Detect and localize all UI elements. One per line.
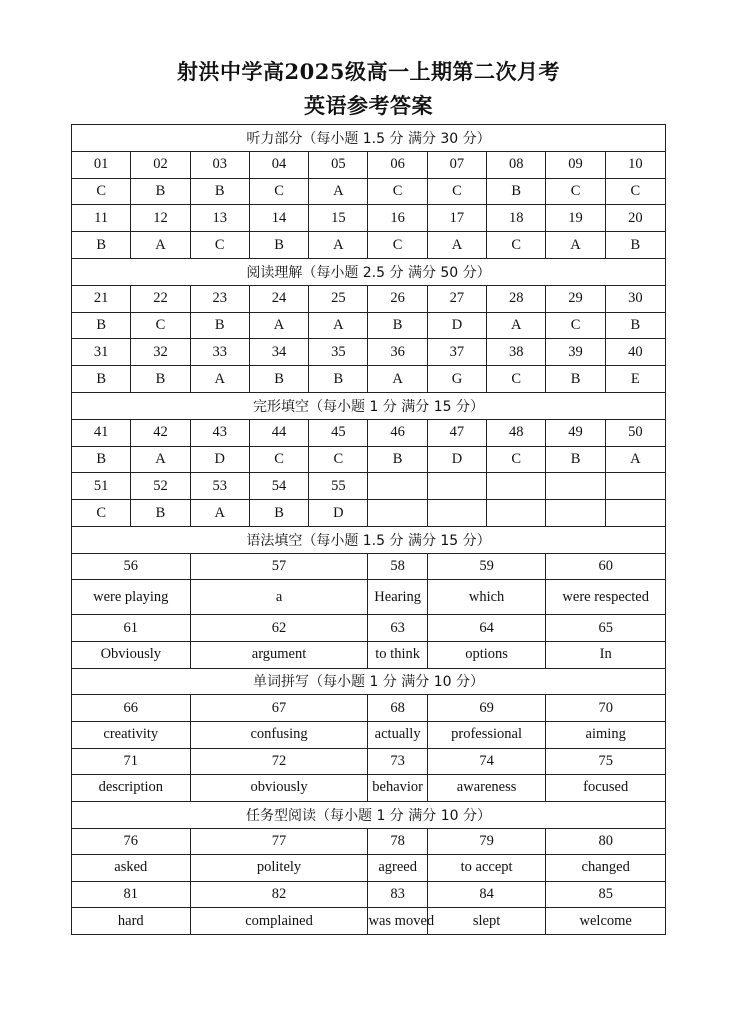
answer-row <box>72 446 666 473</box>
question-number-cell: 25 <box>309 285 368 312</box>
question-number-cell: 34 <box>249 339 308 366</box>
answer-row <box>72 641 666 668</box>
answer-row <box>72 312 666 339</box>
question-number-cell: 68 <box>368 695 427 722</box>
answer-cell: behavior <box>368 775 427 802</box>
question-number-cell: 24 <box>249 285 308 312</box>
question-number-cell: 11 <box>72 205 131 232</box>
answer-cell: C <box>368 232 427 259</box>
answer-cell <box>368 500 427 527</box>
answer-cell: D <box>190 446 249 473</box>
question-number-cell: 75 <box>546 748 666 775</box>
answer-cell: actually <box>368 721 427 748</box>
question-number-cell: 74 <box>427 748 546 775</box>
answer-cell: A <box>190 500 249 527</box>
answer-cell: Obviously <box>72 641 191 668</box>
answer-cell: C <box>368 178 427 205</box>
question-number-cell: 08 <box>487 151 546 178</box>
answer-cell: were playing <box>72 580 191 615</box>
question-number-cell: 77 <box>190 828 368 855</box>
answer-cell: A <box>309 232 368 259</box>
question-number-cell <box>605 473 665 500</box>
answer-cell: A <box>487 312 546 339</box>
answer-cell: B <box>72 312 131 339</box>
answer-cell: obviously <box>190 775 368 802</box>
question-number-row <box>72 695 666 722</box>
question-number-cell: 50 <box>605 419 665 446</box>
answer-cell: C <box>249 446 308 473</box>
question-number-cell: 26 <box>368 285 427 312</box>
answer-key-title: 英语参考答案 <box>304 93 433 118</box>
question-number-cell: 64 <box>427 615 546 642</box>
answer-cell: C <box>72 178 131 205</box>
question-number-cell: 59 <box>427 553 546 580</box>
answer-cell: B <box>368 312 427 339</box>
question-number-cell: 39 <box>546 339 605 366</box>
answer-cell: C <box>72 500 131 527</box>
question-number-row <box>72 473 666 500</box>
question-number-cell: 80 <box>546 828 666 855</box>
answer-cell: slept <box>427 908 546 935</box>
question-number-cell: 56 <box>72 553 191 580</box>
answer-cell: was moved <box>368 908 427 935</box>
question-number-cell: 67 <box>190 695 368 722</box>
question-number-row <box>72 553 666 580</box>
answer-cell: A <box>605 446 665 473</box>
question-number-cell: 38 <box>487 339 546 366</box>
section-header-row <box>72 668 666 695</box>
answer-cell: C <box>487 446 546 473</box>
question-number-cell: 16 <box>368 205 427 232</box>
answer-cell: B <box>368 446 427 473</box>
answer-cell: B <box>190 312 249 339</box>
answer-cell: argument <box>190 641 368 668</box>
question-number-cell: 78 <box>368 828 427 855</box>
question-number-cell: 13 <box>190 205 249 232</box>
question-number-cell: 03 <box>190 151 249 178</box>
question-number-cell: 76 <box>72 828 191 855</box>
question-number-cell: 36 <box>368 339 427 366</box>
question-number-cell: 30 <box>605 285 665 312</box>
question-number-cell: 15 <box>309 205 368 232</box>
answer-cell: C <box>546 312 605 339</box>
answer-row <box>72 580 666 615</box>
spelling-section-header: 单词拼写（每小题 1 分 满分 10 分） <box>72 668 666 695</box>
answer-cell: Hearing <box>368 580 427 615</box>
question-number-cell: 01 <box>72 151 131 178</box>
answer-cell: B <box>249 232 308 259</box>
question-number-cell: 58 <box>368 553 427 580</box>
question-number-cell: 42 <box>131 419 190 446</box>
question-number-cell: 52 <box>131 473 190 500</box>
question-number-cell: 33 <box>190 339 249 366</box>
question-number-cell: 48 <box>487 419 546 446</box>
answer-cell: complained <box>190 908 368 935</box>
answer-cell: professional <box>427 721 546 748</box>
answer-cell: A <box>309 312 368 339</box>
question-number-cell: 49 <box>546 419 605 446</box>
answer-cell: B <box>546 366 605 393</box>
question-number-cell: 55 <box>309 473 368 500</box>
answer-cell: C <box>546 178 605 205</box>
question-number-cell: 43 <box>190 419 249 446</box>
answer-cell: welcome <box>546 908 666 935</box>
answer-row <box>72 178 666 205</box>
grammar-section-header: 语法填空（每小题 1.5 分 满分 15 分） <box>72 526 666 553</box>
question-number-cell: 41 <box>72 419 131 446</box>
answer-cell: were respected <box>546 580 666 615</box>
question-number-cell: 47 <box>427 419 486 446</box>
question-number-cell: 79 <box>427 828 546 855</box>
answer-cell: focused <box>546 775 666 802</box>
question-number-row <box>72 748 666 775</box>
question-number-cell: 66 <box>72 695 191 722</box>
answer-cell: B <box>546 446 605 473</box>
question-number-cell <box>427 473 486 500</box>
listening-section-header: 听力部分（每小题 1.5 分 满分 30 分） <box>72 125 666 152</box>
answer-cell: C <box>487 232 546 259</box>
answer-cell: B <box>190 178 249 205</box>
question-number-row <box>72 285 666 312</box>
answer-cell: to accept <box>427 855 546 882</box>
question-number-cell: 09 <box>546 151 605 178</box>
answer-cell: A <box>249 312 308 339</box>
question-number-cell: 53 <box>190 473 249 500</box>
question-number-cell: 06 <box>368 151 427 178</box>
answer-cell: B <box>249 500 308 527</box>
question-number-cell: 31 <box>72 339 131 366</box>
question-number-cell: 40 <box>605 339 665 366</box>
answer-cell: A <box>546 232 605 259</box>
section-header-row <box>72 125 666 152</box>
question-number-cell <box>546 473 605 500</box>
question-number-cell: 73 <box>368 748 427 775</box>
question-number-row <box>72 205 666 232</box>
section-header-row <box>72 801 666 828</box>
section-header-row <box>72 526 666 553</box>
answer-row <box>72 232 666 259</box>
answer-cell: to think <box>368 641 427 668</box>
question-number-cell: 61 <box>72 615 191 642</box>
answer-cell: which <box>427 580 546 615</box>
question-number-cell: 65 <box>546 615 666 642</box>
question-number-cell: 83 <box>368 881 427 908</box>
answer-cell: asked <box>72 855 191 882</box>
answer-cell: A <box>131 232 190 259</box>
answer-cell: A <box>309 178 368 205</box>
answer-row <box>72 500 666 527</box>
exam-title: 射洪中学高2025级高一上期第二次月考 <box>177 59 560 84</box>
answer-cell: politely <box>190 855 368 882</box>
answer-cell: C <box>427 178 486 205</box>
question-number-cell: 05 <box>309 151 368 178</box>
answer-cell: B <box>249 366 308 393</box>
question-number-cell: 12 <box>131 205 190 232</box>
answer-cell: creativity <box>72 721 191 748</box>
answer-cell: C <box>190 232 249 259</box>
answer-cell: D <box>309 500 368 527</box>
answer-cell: C <box>249 178 308 205</box>
question-number-row <box>72 419 666 446</box>
question-number-row <box>72 828 666 855</box>
answer-cell <box>487 500 546 527</box>
answer-row <box>72 775 666 802</box>
question-number-cell: 10 <box>605 151 665 178</box>
answer-cell: C <box>487 366 546 393</box>
answer-cell: A <box>427 232 486 259</box>
answer-cell: changed <box>546 855 666 882</box>
reading-section-header: 阅读理解（每小题 2.5 分 满分 50 分） <box>72 258 666 285</box>
answer-cell: In <box>546 641 666 668</box>
answer-cell: options <box>427 641 546 668</box>
question-number-cell: 29 <box>546 285 605 312</box>
question-number-cell: 70 <box>546 695 666 722</box>
answer-key-table <box>71 124 666 935</box>
answer-cell: awareness <box>427 775 546 802</box>
question-number-cell <box>368 473 427 500</box>
answer-cell: agreed <box>368 855 427 882</box>
question-number-cell: 46 <box>368 419 427 446</box>
question-number-cell: 20 <box>605 205 665 232</box>
question-number-cell: 19 <box>546 205 605 232</box>
answer-cell: C <box>309 446 368 473</box>
answer-cell: D <box>427 312 486 339</box>
question-number-row <box>72 615 666 642</box>
answer-row <box>72 366 666 393</box>
question-number-cell: 27 <box>427 285 486 312</box>
answer-row <box>72 908 666 935</box>
question-number-cell: 57 <box>190 553 368 580</box>
answer-cell <box>546 500 605 527</box>
answer-row <box>72 721 666 748</box>
question-number-cell: 82 <box>190 881 368 908</box>
answer-cell: confusing <box>190 721 368 748</box>
answer-cell: B <box>487 178 546 205</box>
question-number-cell: 23 <box>190 285 249 312</box>
answer-cell: B <box>72 366 131 393</box>
answer-cell: C <box>605 178 665 205</box>
answer-cell: description <box>72 775 191 802</box>
answer-cell: D <box>427 446 486 473</box>
answer-cell: A <box>190 366 249 393</box>
answer-cell: E <box>605 366 665 393</box>
answer-cell: B <box>605 232 665 259</box>
question-number-row <box>72 151 666 178</box>
section-header-row <box>72 392 666 419</box>
question-number-cell: 71 <box>72 748 191 775</box>
question-number-cell: 14 <box>249 205 308 232</box>
answer-cell: a <box>190 580 368 615</box>
question-number-cell: 45 <box>309 419 368 446</box>
question-number-cell: 21 <box>72 285 131 312</box>
question-number-cell <box>487 473 546 500</box>
question-number-cell: 02 <box>131 151 190 178</box>
answer-cell: A <box>368 366 427 393</box>
section-header-row <box>72 258 666 285</box>
question-number-row <box>72 881 666 908</box>
answer-cell: B <box>72 446 131 473</box>
question-number-cell: 63 <box>368 615 427 642</box>
question-number-cell: 72 <box>190 748 368 775</box>
question-number-cell: 62 <box>190 615 368 642</box>
question-number-cell: 84 <box>427 881 546 908</box>
answer-cell: C <box>131 312 190 339</box>
question-number-cell: 44 <box>249 419 308 446</box>
answer-cell: A <box>131 446 190 473</box>
task_reading-section-header: 任务型阅读（每小题 1 分 满分 10 分） <box>72 801 666 828</box>
answer-cell: B <box>131 178 190 205</box>
question-number-row <box>72 339 666 366</box>
answer-cell <box>605 500 665 527</box>
question-number-cell: 54 <box>249 473 308 500</box>
question-number-cell: 37 <box>427 339 486 366</box>
answer-row <box>72 855 666 882</box>
answer-cell: B <box>605 312 665 339</box>
question-number-cell: 28 <box>487 285 546 312</box>
answer-cell: B <box>131 500 190 527</box>
answer-cell: B <box>72 232 131 259</box>
answer-cell: B <box>309 366 368 393</box>
question-number-cell: 51 <box>72 473 131 500</box>
answer-cell <box>427 500 486 527</box>
question-number-cell: 60 <box>546 553 666 580</box>
answer-cell: aiming <box>546 721 666 748</box>
question-number-cell: 32 <box>131 339 190 366</box>
cloze-section-header: 完形填空（每小题 1 分 满分 15 分） <box>72 392 666 419</box>
question-number-cell: 07 <box>427 151 486 178</box>
question-number-cell: 04 <box>249 151 308 178</box>
question-number-cell: 69 <box>427 695 546 722</box>
question-number-cell: 22 <box>131 285 190 312</box>
question-number-cell: 85 <box>546 881 666 908</box>
answer-cell: hard <box>72 908 191 935</box>
answer-cell: G <box>427 366 486 393</box>
question-number-cell: 18 <box>487 205 546 232</box>
question-number-cell: 35 <box>309 339 368 366</box>
answer-cell: B <box>131 366 190 393</box>
question-number-cell: 81 <box>72 881 191 908</box>
question-number-cell: 17 <box>427 205 486 232</box>
